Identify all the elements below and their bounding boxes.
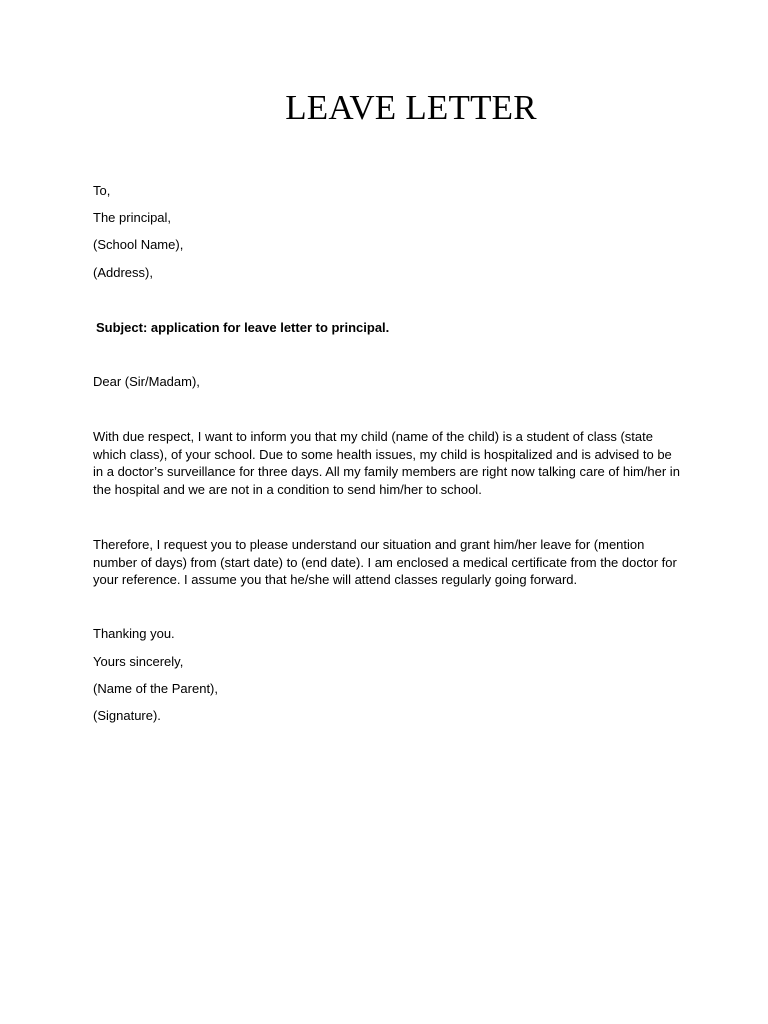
closing-parent-name: (Name of the Parent),: [93, 681, 218, 696]
address-school-name: (School Name),: [93, 237, 184, 252]
closing-sign-off: Yours sincerely,: [93, 654, 184, 669]
closing-thanks: Thanking you.: [93, 626, 175, 641]
closing-signature: (Signature).: [93, 708, 161, 723]
letter-subject: Subject: application for leave letter to principal.: [96, 320, 390, 335]
body-paragraph-1: With due respect, I want to inform you that my child (name of the child) is a student of class (state which class), of your school. Due to some health issues, my child is hospitalized and is advised to be in a doctor’s surveillance for three days. All my family members are right now talking care of him/her in the hospital and we are not in a condition to send him/her to school.: [93, 429, 680, 497]
body-paragraph-2: Therefore, I request you to please understand our situation and grant him/her leave for (mention number of days) from (start date) to (end date). I am enclosed a medical certificate from the doctor for your reference. I assume you that he/she will attend classes regularly going forward.: [93, 537, 677, 587]
document-title: LEAVE LETTER: [285, 88, 537, 127]
letter-salutation: Dear (Sir/Madam),: [93, 374, 200, 389]
address-to: To,: [93, 183, 111, 198]
address-recipient: The principal,: [93, 210, 172, 225]
address-line: (Address),: [93, 265, 153, 280]
